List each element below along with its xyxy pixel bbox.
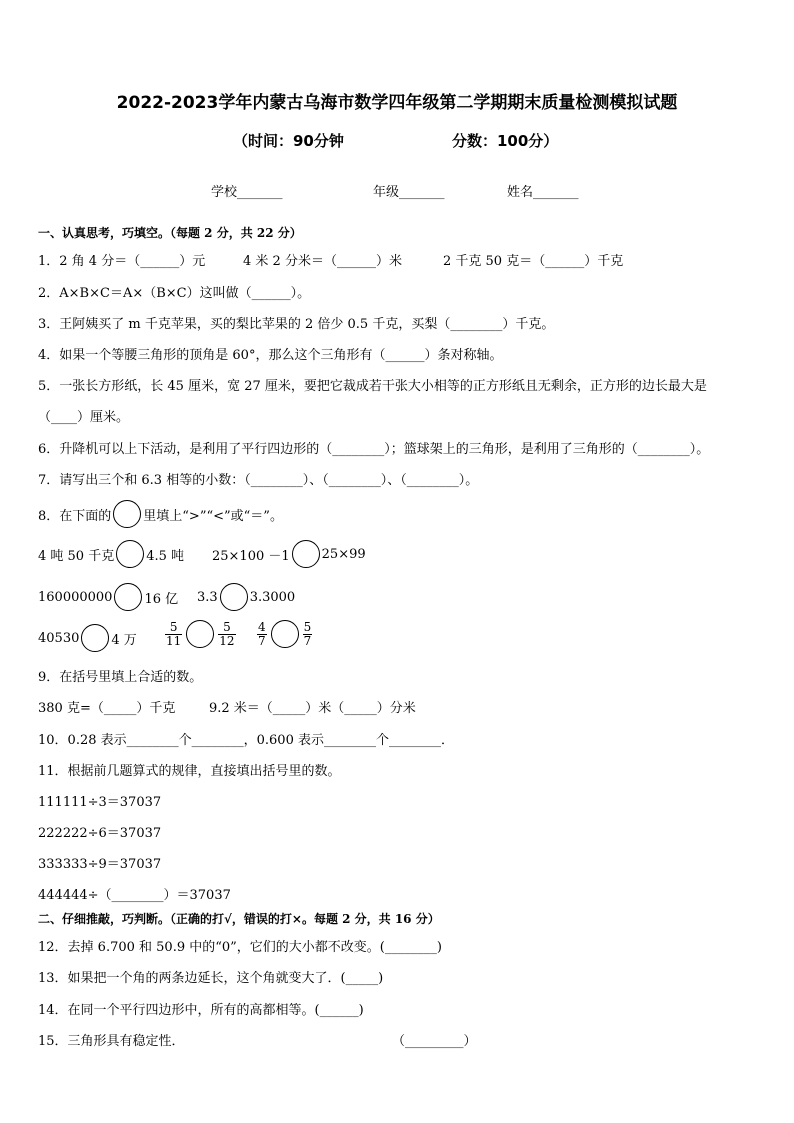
fraction: $\frac{5}{11}$ [166,619,182,648]
compare-right: 25×99 [321,546,366,562]
answer-circle[interactable] [271,620,299,648]
name-field: 姓名_______ [507,185,579,200]
compare-left: 25×100 －1 [212,548,290,564]
section-1-heading: 一、认真思考，巧填空。（每题 2 分，共 22 分） [38,226,302,240]
answer-circle[interactable] [186,620,214,648]
question-8-suffix: 里填上“>”“<”或“＝”。 [143,508,283,524]
question-5-line-1: 5．一张长方形纸，长 45 厘米，宽 27 厘米，要把它裁成若干张大小相等的正方形纸且无剩余，正方形的边长最大是 [38,379,707,394]
compare-right: 16 亿 [144,591,179,607]
grade-field: 年级_______ [373,185,445,200]
q11-line-4: 444444÷（________）＝37037 [38,888,231,903]
question-10: 10．0.28 表示________个________，0.600 表示________个________． [38,733,454,748]
question-9a: 380 克=（_____）千克 [38,701,176,716]
compare-left: 40530 [38,630,80,646]
compare-row-2b [197,583,295,611]
compare-right: 4.5 吨 [146,548,185,564]
compare-row-3a [38,624,137,652]
question-6: 6．升降机可以上下活动，是利用了平行四边形的（________）；篮球架上的三角形，是利用了三角形的（________）。 [38,442,710,457]
q11-line-1: 111111÷3＝37037 [38,795,162,810]
answer-circle[interactable] [292,540,320,568]
answer-circle[interactable] [81,624,109,652]
fraction: $\frac{4}{7}$ [258,619,266,648]
compare-right: 3.3000 [249,589,296,605]
compare-right: 4 万 [111,632,137,648]
question-1a: 1．2 角 4 分＝（______）元 [38,254,206,269]
compare-left: 160000000 [38,589,113,605]
question-11: 11．根据前几题算式的规律，直接填出括号里的数。 [38,764,341,779]
compare-row-2a [38,583,178,611]
exam-time: （时间：90分钟 [233,132,344,150]
q11-line-2: 222222÷6＝37037 [38,826,162,841]
compare-left: 3.3 [197,589,218,605]
question-1c: 2 千克 50 克＝（______）千克 [443,254,624,269]
question-1b: 4 米 2 分米＝（______）米 [243,254,402,269]
question-9: 9．在括号里填上合适的数。 [38,670,203,685]
compare-row-1b [212,540,366,568]
question-3: 3．王阿姨买了 m 千克苹果，买的梨比苹果的 2 倍少 0.5 千克，买梨（________）千克。 [38,317,555,332]
answer-circle[interactable] [116,540,144,568]
question-7: 7．请写出三个和 6.3 相等的小数：（________）、（________）、（________）。 [38,473,479,488]
compare-row-3c [255,620,314,648]
question-5-line-2: （____）厘米。 [38,410,130,425]
fraction: $\frac{5}{7}$ [303,619,312,648]
q11-line-3: 333333÷9＝37037 [38,857,162,872]
question-8-prefix: 8．在下面的 [38,508,112,524]
question-13: 13．如果把一个角的两条边延长，这个角就变大了．(_____) [38,971,384,986]
question-15-blank: （_________） [392,1034,477,1049]
section-2-heading: 二、仔细推敲，巧判断。（正确的打√，错误的打×。每题 2 分，共 16 分） [38,912,440,926]
question-4: 4．如果一个等腰三角形的顶角是 60°，那么这个三角形有（______）条对称轴。 [38,348,503,363]
question-14: 14．在同一个平行四边形中，所有的高都相等。(______) [38,1003,364,1018]
page-title: 2022-2023学年内蒙古乌海市数学四年级第二学期期末质量检测模拟试题 [116,93,678,113]
fraction: $\frac{5}{12}$ [219,619,235,648]
answer-circle[interactable] [220,583,248,611]
question-8 [38,500,283,528]
compare-left: 4 吨 50 千克 [38,548,115,564]
question-9b: 9.2 米＝（_____）米（_____）分米 [209,701,416,716]
question-15: 15．三角形具有稳定性． [38,1034,185,1049]
school-field: 学校_______ [211,185,283,200]
exam-score: 分数：100分） [452,132,559,150]
answer-circle [113,500,141,528]
compare-row-3b [163,620,238,648]
question-12: 12．去掉 6.700 和 50.9 中的“0”，它们的大小都不改变。(________) [38,940,442,955]
answer-circle[interactable] [114,583,142,611]
compare-row-1a [38,540,184,568]
question-2: 2．A×B×C＝A×（B×C）这叫做（______）。 [38,286,311,301]
